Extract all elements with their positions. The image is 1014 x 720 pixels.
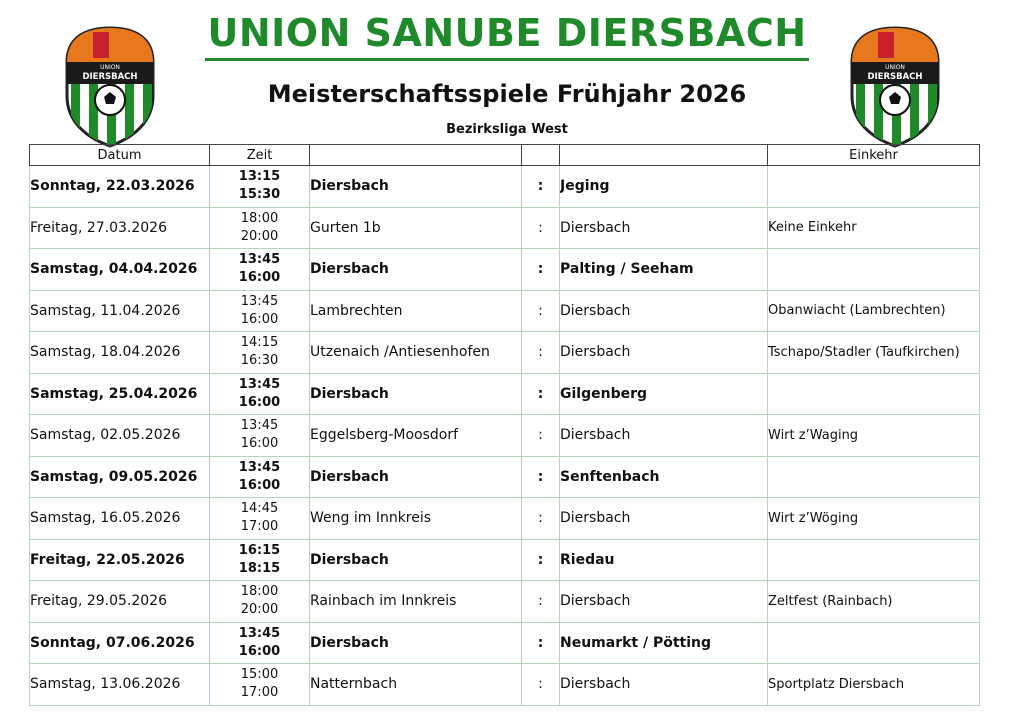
home-team: Diersbach bbox=[310, 456, 522, 498]
away-team: Diersbach bbox=[560, 498, 768, 540]
match-time bbox=[210, 664, 310, 706]
column-header-datum: Datum bbox=[30, 145, 210, 166]
match-date: Samstag, 11.04.2026 bbox=[30, 290, 210, 332]
match-time-second: 20:00 bbox=[240, 602, 279, 618]
match-date: Sonntag, 07.06.2026 bbox=[30, 622, 210, 664]
table-row bbox=[30, 581, 980, 623]
table-row bbox=[30, 332, 980, 374]
home-team: Utzenaich /Antiesenhofen bbox=[310, 332, 522, 374]
table-row bbox=[30, 166, 980, 208]
match-time-second: 17:00 bbox=[240, 519, 279, 535]
league-label: Bezirksliga West bbox=[446, 122, 568, 137]
match-date: Samstag, 09.05.2026 bbox=[30, 456, 210, 498]
home-team: Lambrechten bbox=[310, 290, 522, 332]
match-date: Freitag, 27.03.2026 bbox=[30, 207, 210, 249]
match-time-second: 16:00 bbox=[238, 643, 281, 659]
table-row bbox=[30, 207, 980, 249]
vs-separator: : bbox=[522, 249, 560, 291]
table-row bbox=[30, 664, 980, 706]
crest-top-text: UNION bbox=[885, 64, 905, 71]
home-team: Weng im Innkreis bbox=[310, 498, 522, 540]
match-time-start: 18:00 bbox=[240, 210, 279, 226]
einkehr-location: Tschapo/Stadler (Taufkirchen) bbox=[768, 332, 980, 374]
match-time-start: 13:15 bbox=[238, 169, 281, 185]
einkehr-location: Obanwiacht (Lambrechten) bbox=[768, 290, 980, 332]
away-team: Diersbach bbox=[560, 290, 768, 332]
match-time-second: 15:30 bbox=[238, 187, 281, 203]
einkehr-location: Zeltfest (Rainbach) bbox=[768, 581, 980, 623]
match-date: Samstag, 13.06.2026 bbox=[30, 664, 210, 706]
match-date: Sonntag, 22.03.2026 bbox=[30, 166, 210, 208]
match-time-start: 13:45 bbox=[240, 418, 279, 434]
table-row bbox=[30, 415, 980, 457]
match-time-start: 13:45 bbox=[238, 459, 281, 475]
match-date: Samstag, 25.04.2026 bbox=[30, 373, 210, 415]
home-team: Diersbach bbox=[310, 249, 522, 291]
einkehr-location bbox=[768, 456, 980, 498]
match-time-second: 16:00 bbox=[240, 311, 279, 327]
einkehr-location: Keine Einkehr bbox=[768, 207, 980, 249]
match-time-second: 16:30 bbox=[240, 353, 279, 369]
vs-separator: : bbox=[522, 498, 560, 540]
away-team: Diersbach bbox=[560, 207, 768, 249]
match-time bbox=[210, 498, 310, 540]
einkehr-location bbox=[768, 166, 980, 208]
column-header-home bbox=[310, 145, 522, 166]
vs-separator: : bbox=[522, 539, 560, 581]
table-row bbox=[30, 539, 980, 581]
home-team: Gurten 1b bbox=[310, 207, 522, 249]
match-time-start: 13:45 bbox=[240, 293, 279, 309]
match-time bbox=[210, 622, 310, 664]
away-team: Diersbach bbox=[560, 581, 768, 623]
match-time bbox=[210, 581, 310, 623]
match-time-start: 13:45 bbox=[238, 252, 281, 268]
page-subtitle: Meisterschaftsspiele Frühjahr 2026 bbox=[267, 80, 747, 108]
match-date: Freitag, 29.05.2026 bbox=[30, 581, 210, 623]
away-team: Senftenbach bbox=[560, 456, 768, 498]
table-row bbox=[30, 498, 980, 540]
table-row bbox=[30, 249, 980, 291]
vs-separator: : bbox=[522, 373, 560, 415]
match-time-start: 13:45 bbox=[238, 376, 281, 392]
away-team: Diersbach bbox=[560, 415, 768, 457]
vs-separator: : bbox=[522, 332, 560, 374]
match-time bbox=[210, 249, 310, 291]
match-time-second: 16:00 bbox=[238, 477, 281, 493]
away-team: Jeging bbox=[560, 166, 768, 208]
home-team: Rainbach im Innkreis bbox=[310, 581, 522, 623]
match-time-start: 16:15 bbox=[238, 542, 281, 558]
match-time bbox=[210, 166, 310, 208]
away-team: Gilgenberg bbox=[560, 373, 768, 415]
match-schedule-table bbox=[29, 144, 980, 706]
away-team: Diersbach bbox=[560, 332, 768, 374]
match-time-second: 16:00 bbox=[240, 436, 279, 452]
match-time bbox=[210, 415, 310, 457]
table-row bbox=[30, 456, 980, 498]
home-team: Eggelsberg-Moosdorf bbox=[310, 415, 522, 457]
match-time-start: 14:15 bbox=[240, 335, 279, 351]
einkehr-location: Wirt z’Wöging bbox=[768, 498, 980, 540]
vs-separator: : bbox=[522, 581, 560, 623]
page-title bbox=[0, 8, 1014, 61]
einkehr-location: Sportplatz Diersbach bbox=[768, 664, 980, 706]
match-time bbox=[210, 373, 310, 415]
match-time-start: 18:00 bbox=[240, 584, 279, 600]
match-time-second: 16:00 bbox=[238, 270, 281, 286]
match-time bbox=[210, 539, 310, 581]
match-time bbox=[210, 207, 310, 249]
match-date: Freitag, 22.05.2026 bbox=[30, 539, 210, 581]
vs-separator: : bbox=[522, 290, 560, 332]
match-time bbox=[210, 456, 310, 498]
crest-club-text: DIERSBACH bbox=[82, 72, 138, 82]
match-date: Samstag, 16.05.2026 bbox=[30, 498, 210, 540]
einkehr-location bbox=[768, 373, 980, 415]
match-time-start: 14:45 bbox=[240, 501, 279, 517]
page-title-text: UNION SANUBE DIERSBACH bbox=[205, 8, 808, 61]
einkehr-location bbox=[768, 249, 980, 291]
match-date: Samstag, 04.04.2026 bbox=[30, 249, 210, 291]
table-row bbox=[30, 373, 980, 415]
home-team: Natternbach bbox=[310, 664, 522, 706]
table-row bbox=[30, 622, 980, 664]
crest-club-text: DIERSBACH bbox=[867, 72, 923, 82]
vs-separator: : bbox=[522, 415, 560, 457]
vs-separator: : bbox=[522, 664, 560, 706]
match-time bbox=[210, 332, 310, 374]
away-team: Palting / Seeham bbox=[560, 249, 768, 291]
einkehr-location bbox=[768, 539, 980, 581]
away-team: Riedau bbox=[560, 539, 768, 581]
away-team: Diersbach bbox=[560, 664, 768, 706]
match-date: Samstag, 02.05.2026 bbox=[30, 415, 210, 457]
home-team: Diersbach bbox=[310, 373, 522, 415]
column-header-einkehr: Einkehr bbox=[768, 145, 980, 166]
column-header-away bbox=[560, 145, 768, 166]
home-team: Diersbach bbox=[310, 539, 522, 581]
vs-separator: : bbox=[522, 622, 560, 664]
match-time-second: 20:00 bbox=[240, 228, 279, 244]
table-header-row bbox=[30, 145, 980, 166]
einkehr-location bbox=[768, 622, 980, 664]
vs-separator: : bbox=[522, 166, 560, 208]
match-time-start: 13:45 bbox=[238, 625, 281, 641]
table-row bbox=[30, 290, 980, 332]
match-time-second: 18:15 bbox=[238, 560, 281, 576]
column-header-zeit: Zeit bbox=[210, 145, 310, 166]
away-team: Neumarkt / Pötting bbox=[560, 622, 768, 664]
match-time-start: 15:00 bbox=[240, 667, 279, 683]
match-time bbox=[210, 290, 310, 332]
match-time-second: 17:00 bbox=[240, 685, 279, 701]
vs-separator: : bbox=[522, 207, 560, 249]
match-time-second: 16:00 bbox=[238, 394, 281, 410]
column-header-separator bbox=[522, 145, 560, 166]
crest-top-text: UNION bbox=[100, 64, 120, 71]
match-date: Samstag, 18.04.2026 bbox=[30, 332, 210, 374]
home-team: Diersbach bbox=[310, 166, 522, 208]
vs-separator: : bbox=[522, 456, 560, 498]
home-team: Diersbach bbox=[310, 622, 522, 664]
einkehr-location: Wirt z’Waging bbox=[768, 415, 980, 457]
